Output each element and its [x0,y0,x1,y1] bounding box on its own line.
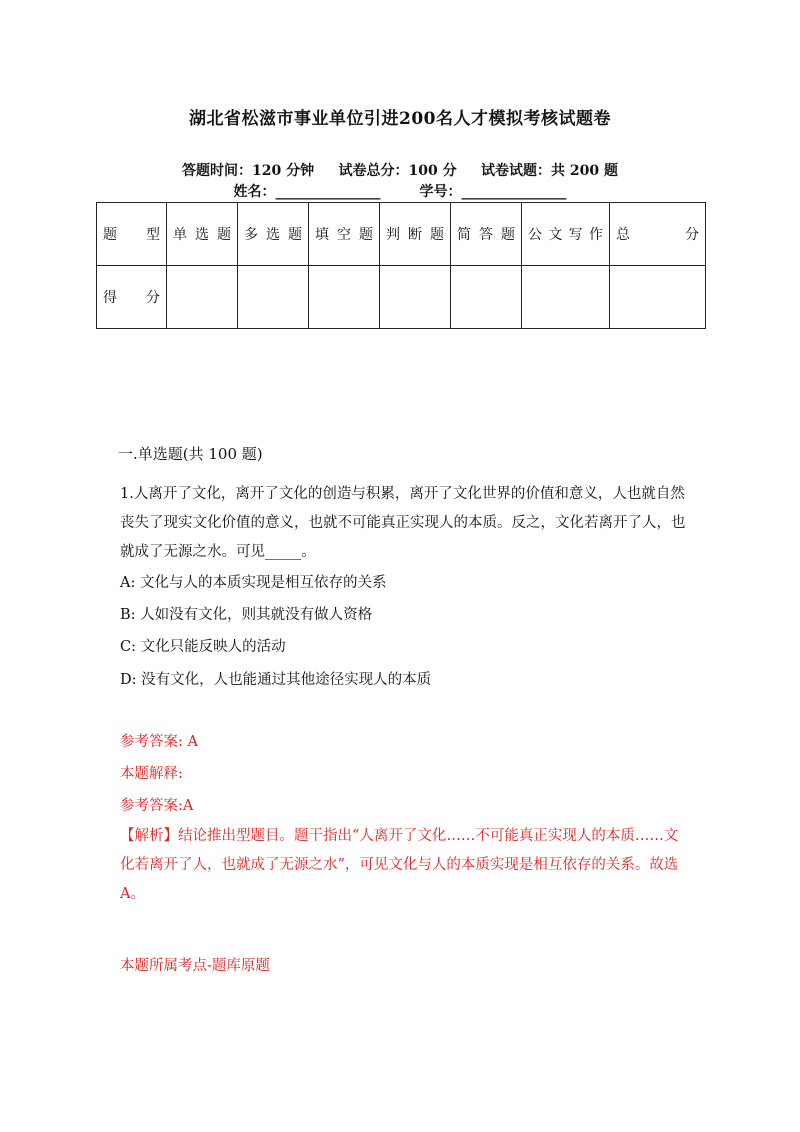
header-cell-official-writing: 公文写作 [522,203,610,266]
reference-answer-repeat: 参考答案:A [120,798,194,814]
reference-answer: 参考答案: A [120,734,198,750]
header-cell-single-choice: 单选题 [167,203,238,266]
option-c: C: 文化只能反映人的活动 [120,639,286,655]
option-d: D: 没有文化，人也能通过其他途径实现人的本质 [120,672,432,688]
score-cell[interactable] [380,266,451,329]
score-cell[interactable] [610,266,706,329]
option-b: B: 人如没有文化，则其就没有做人资格 [120,607,373,623]
option-a: A: 文化与人的本质实现是相互依存的关系 [120,575,387,591]
score-table-score-row [97,266,706,329]
header-cell-multi-choice: 多选题 [238,203,309,266]
topic-note: 本题所属考点-题库原题 [120,958,270,974]
exam-meta-line-1 [0,160,800,180]
exam-time: 答题时间：120 分钟 [182,163,315,179]
header-cell-true-false: 判断题 [380,203,451,266]
header-cell-short-answer: 简答题 [451,203,522,266]
question-stem: 1.人离开了文化，离开了文化的创造与积累，离开了文化世界的价值和意义，人也就自然丧失了现实文化价值的意义，也就不可能真正实现人的本质。反之，文化若离开了人，也就成了无源之水。可见_____。 [120,486,686,560]
header-cell-type: 题 型 [97,203,167,266]
student-id-field[interactable]: 学号：_______________ [419,184,567,200]
score-cell[interactable] [167,266,238,329]
exam-title: 湖北省松滋市事业单位引进200名人才模拟考核试题卷 [189,109,611,129]
score-cell[interactable] [522,266,610,329]
score-cell[interactable] [451,266,522,329]
section-title: 一.单选题(共 100 题) [118,445,263,463]
exam-meta-line-2 [0,181,800,201]
exam-question-count: 试卷试题：共 200 题 [480,163,618,179]
exam-total-score: 试卷总分：100 分 [338,163,457,179]
row-label-score: 得 分 [97,266,167,329]
score-table-header-row [97,203,706,266]
score-cell[interactable] [309,266,380,329]
score-table [96,202,706,329]
header-cell-fill-blank: 填空题 [309,203,380,266]
analysis-text: 【解析】结论推出型题目。题干指出“人离开了文化……不可能真正实现人的本质……文化若离开了人，也就成了无源之水”，可见文化与人的本质实现是相互依存的关系。故选 A。 [120,828,679,902]
name-field[interactable]: 姓名：_______________ [233,184,381,200]
header-cell-total: 总 分 [610,203,706,266]
explanation-label: 本题解释: [120,766,183,782]
score-cell[interactable] [238,266,309,329]
